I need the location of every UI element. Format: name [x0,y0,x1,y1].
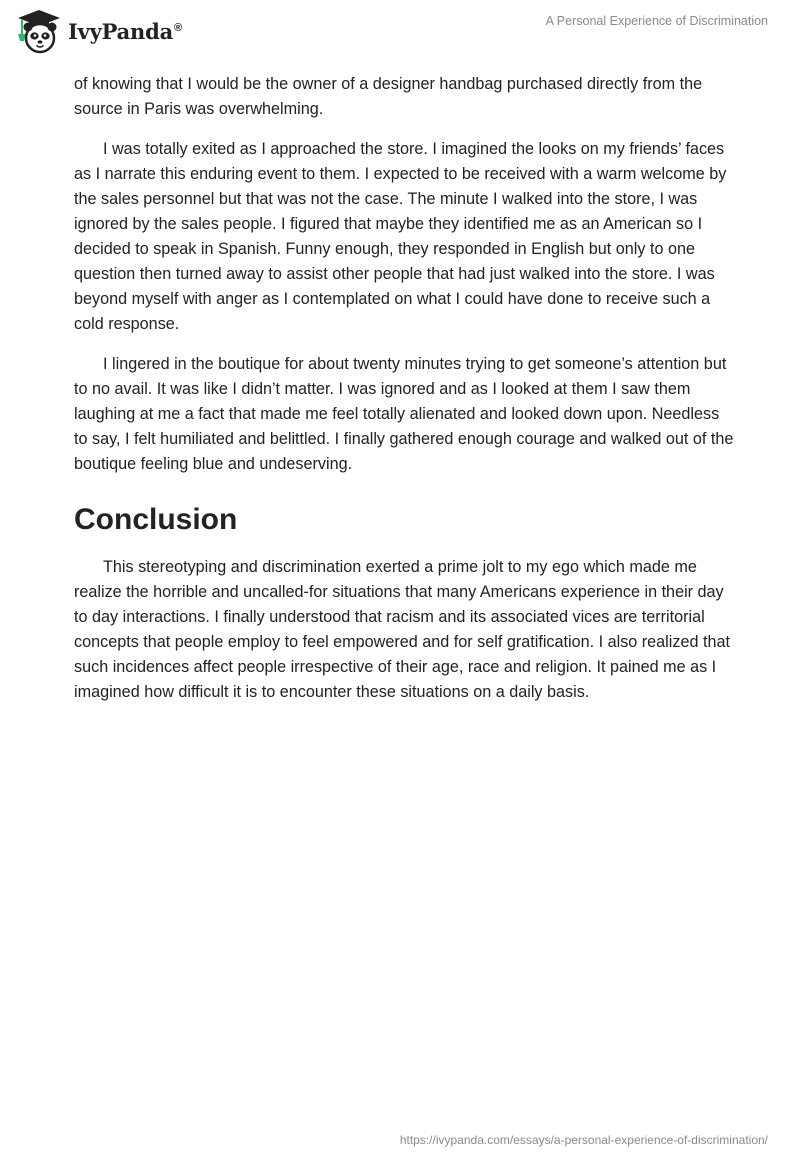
document-title: A Personal Experience of Discrimination [545,14,768,28]
registered-mark: ® [174,21,182,34]
source-url-link[interactable]: https://ivypanda.com/essays/a-personal-experience-of-discrimination/ [399,1133,768,1147]
paragraph: I lingered in the boutique for about twenty minutes trying to get someone’s attention but to no avail. It was like I didn’t matter. I was ignored and as I looked at them I saw them laughing at me a fact that made me feel totally alienated and looked down upon. Needless to say, I felt humiliated and belittled. I finally gathered enough courage and walked out of the boutique feeling blue and undeserving. [74,355,734,473]
conclusion-paragraph: This stereotyping and discrimination exerted a prime jolt to my ego which made me realize the horrible and uncalled-for situations that many Americans experience in their day to day interactions. I finally understood that racism and its associated vices are territorial concepts that people employ to feel empowered and for self gratification. I also realized that such incidences affect people irrespective of their age, race and religion. It pained me as I imagined how difficult it is to encounter these situations on a daily basis. [74,558,730,701]
ivypanda-logo[interactable] [16,8,182,54]
page-header [0,0,800,60]
paragraph: I was totally exited as I approached the store. I imagined the looks on my friends’ faces as I narrate this enduring event to them. I expected to be received with a warm welcome by the sales personnel but that was not the case. The minute I walked into the store, I was ignored by the sales people. I figured that maybe they identified me as an American so I decided to speak in Spanish. Funny enough, they responded in English but only to one question then turned away to assist other people that had just walked into the store. I was beyond myself with anger as I contemplated on what I could have done to receive such a cold response. [74,140,727,333]
conclusion-heading: Conclusion [74,503,238,536]
logo-text [68,19,182,44]
logo-wordmark: IvyPanda [68,18,174,44]
essay-body [74,72,734,720]
panda-graduation-cap-icon [16,8,62,54]
paragraph-continued: of knowing that I would be the owner of a designer handbag purchased directly from the source in Paris was overwhelming. [74,75,703,118]
